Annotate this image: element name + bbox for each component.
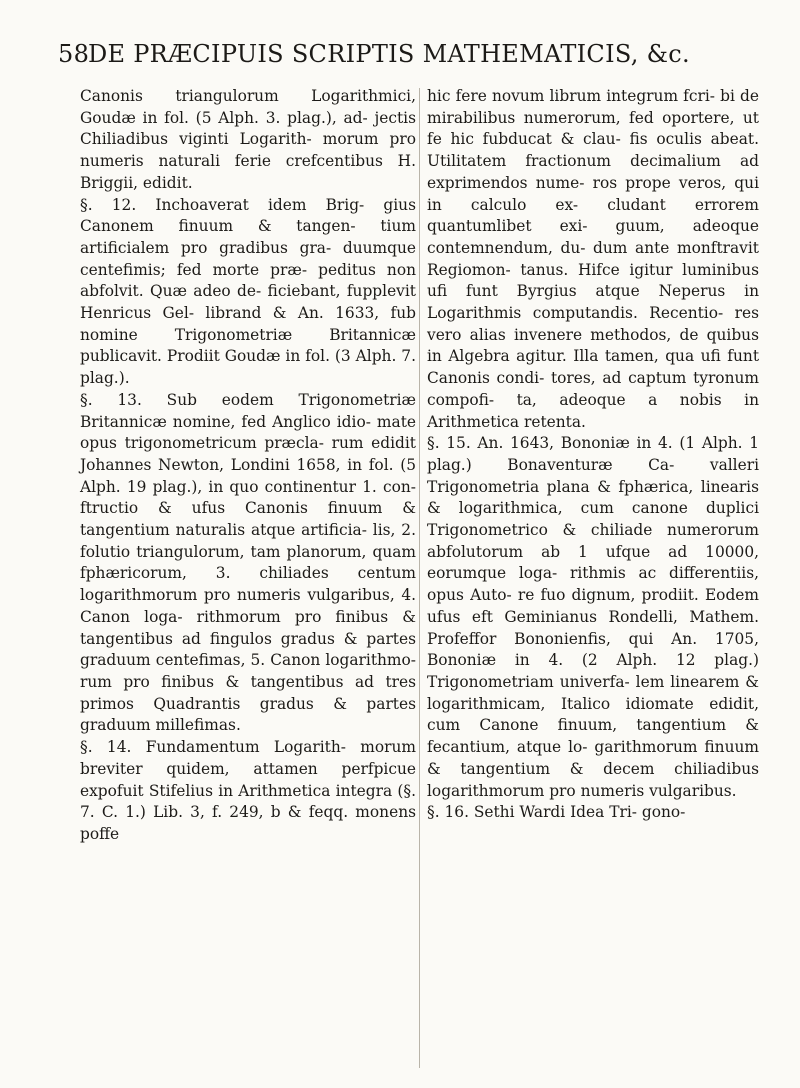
running-header — [58, 40, 748, 68]
column-divider — [419, 88, 420, 1068]
paragraph: Canonis triangulorum Logarithmici, Goudæ in fol. (5 Alph. 3. plag.), ad- jectis Chiliadibus viginti Logarith- morum pro numeris naturali ferie crefcentibus H. Briggii, edidit. — [80, 87, 416, 192]
left-column — [80, 86, 416, 846]
paragraph: §. 16. Sethi Wardi Idea Tri- gono- — [427, 803, 686, 822]
page-number: 58 — [58, 40, 90, 68]
paragraph: hic fere novum librum integrum fcri- bi de mirabilibus numerorum, fed oportere, ut fe hic fubducat & clau- fis oculis abeat. Utilitatem fractionum decimalium ad exprimendos nume- ros prope veros, qui in calculo ex- cludant errorem quantumlibet exi- guum, adeoque contemnendum, du- dum ante monftravit Regiomon- tanus. Hifce igitur luminibus ufi funt Byrgius atque Neperus in Logarithmis computandis. Recentio- res vero alias invenere methodos, de quibus in Algebra agitur. Illa tamen, qua ufi funt Canonis condi- tores, ad captum tyronum compofi- ta, adeoque a nobis in Arithmetica retenta. — [427, 87, 759, 431]
paragraph: §. 13. Sub eodem Trigonometriæ Britannicæ nomine, fed Anglico idio- mate opus trigonometricum præcla- rum edidit Johannes Newton, Londini 1658, in fol. (5 Alph. 19 plag.), in quo continentur 1. con- ftructio & ufus Canonis finuum & tangentium naturalis atque artificia- lis, 2. folutio triangulorum, tam planorum, quam fphæricorum, 3. chiliades centum logarithmorum pro numeris vulgaribus, 4. Canon loga- rithmorum pro finibus & tangentibus ad fingulos gradus & partes graduum centefimas, 5. Canon logarithmo- rum pro finibus & tangentibus ad tres primos Quadrantis gradus & partes graduum millefimas. — [80, 390, 416, 735]
right-column — [427, 86, 759, 824]
paragraph: §. 12. Inchoaverat idem Brig- gius Canonem finuum & tangen- tium artificialem pro gradibus gra- duumque centefimis; fed morte præ- peditus non abfolvit. Quæ adeo de- ficiebant, fupplevit Henricus Gel- librand & An. 1633, fub nomine Trigonometriæ Britannicæ publicavit. Prodiit Goudæ in fol. (3 Alph. 7. plag.). — [80, 195, 416, 388]
paragraph: §. 15. An. 1643, Bononiæ in 4. (1 Alph. 1 plag.) Bonaventuræ Ca- valleri Trigonometria plana & fphærica, linearis & logarithmica, cum canone duplici Trigonometrico & chiliade numerorum abfolutorum ab 1 ufque ad 10000, eorumque loga- rithmis ac differentiis, opus Auto- re fuo dignum, prodiit. Eodem ufus eft Geminianus Rondelli, Mathem. Profeffor Bononienfis, qui An. 1705, Bononiæ in 4. (2 Alph. 12 plag.) Trigonometriam univerfa- lem linearem & logarithmicam, Italico idiomate edidit, cum Canone finuum, tangentium & fecantium, atque lo- garithmorum finuum & tangentium & decem chiliadibus logarithmorum pro numeris vulgaribus. — [427, 434, 759, 800]
running-title: DE PRÆCIPUIS SCRIPTIS MATHEMATICIS, &c. — [87, 40, 690, 68]
paragraph: §. 14. Fundamentum Logarith- morum breviter quidem, attamen perfpicue expofuit Stifelius in Arithmetica integra (§. 7. C. 1.) Lib. 3, f. 249, b & feqq. monens poffe — [80, 738, 416, 843]
